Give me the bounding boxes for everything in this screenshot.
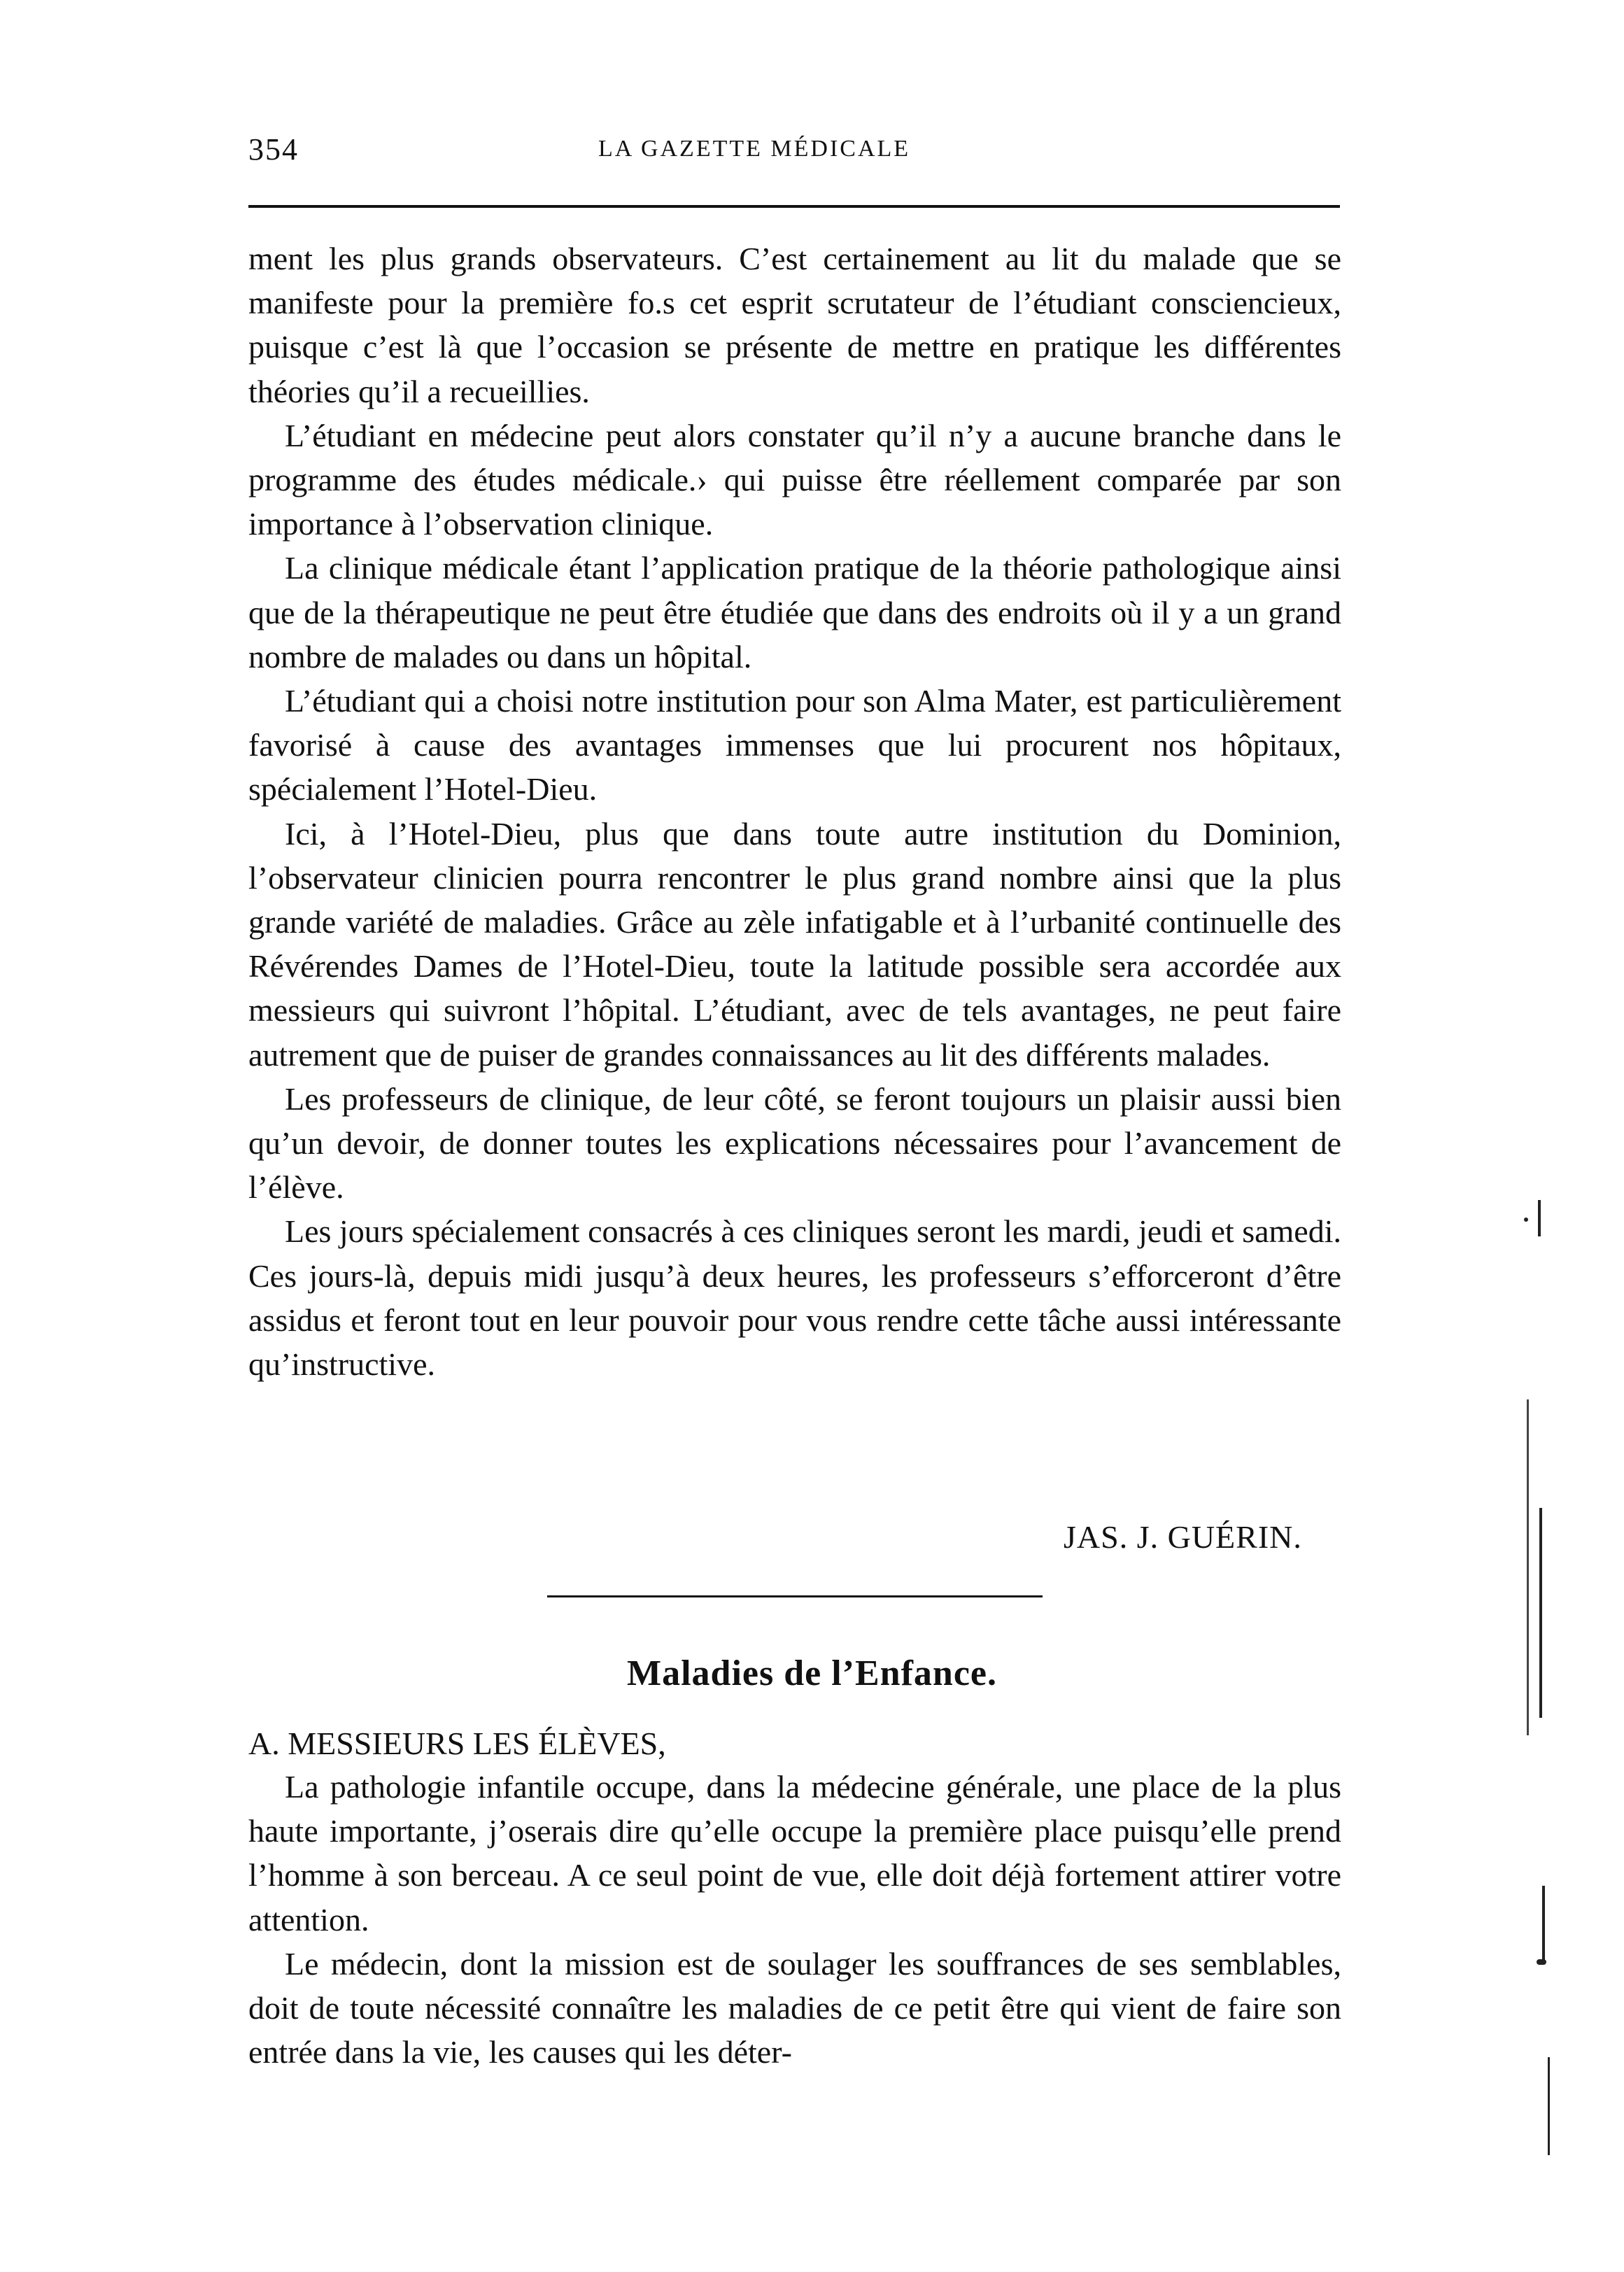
scan-artifact [1527,1399,1529,1735]
section-title: Maladies de l’Enfance. [627,1653,997,1693]
scan-artifact [1538,1200,1541,1236]
salutation: A. MESSIEURS LES ÉLÈVES, [248,1726,666,1761]
page-number: 354 [248,132,299,167]
scan-artifact [1548,2057,1550,2155]
paragraph: Les professeurs de clinique, de leur côté, se feront toujours un plaisir aussi bien qu’un devoir, de donner toutes les explications nécessaires pour l’avancement de l’élève. [248,1080,1341,1206]
paragraph: Ici, à l’Hotel-Dieu, plus que dans toute autre institution du Dominion, l’observateur clinicien pourra rencontrer le plus grand nombre ainsi que la plus grande variété de maladies. Grâce au zèle infatigable et à l’urbanité continuelle des Révérendes Dames de l’Hotel-Dieu, toute la latitude possible sera accordée aux messieurs qui suivront l’hôpital. L’étudiant, avec de tels avantages, ne peut faire autrement que de puiser de grandes connaissances au lit des différents malades. [248,815,1341,1073]
paragraph: ment les plus grands observateurs. C’est certainement au lit du malade que se manifeste pour la première fo.s cet esprit scrutateur de l’étudiant consciencieux, puisque c’est là que l’occasion se présente de mettre en pratique les différentes théories qu’il a recueillies. [248,241,1341,409]
paragraph: La clinique médicale étant l’application pratique de la théorie pathologique ainsi que de la thérapeutique ne peut être étudiée que dans des endroits où il y a un grand nombre de malades ou dans un hôpital. [248,550,1341,675]
header-rule [248,205,1340,208]
page-header [248,132,1340,174]
author-signature: JAS. J. GUÉRIN. [1064,1519,1302,1555]
paragraph: Le médecin, dont la mission est de soulager les souffrances de ses semblables, doit de toute nécessité connaître les maladies de ce petit être qui vient de faire son entrée dans la vie, les causes qui les déter- [248,1945,1341,2070]
paragraph: L’étudiant qui a choisi notre institution pour son Alma Mater, est particulièrement favorisé à cause des avantages immenses que lui procurent nos hôpitaux, spécialement l’Hotel-Dieu. [248,683,1341,807]
article-body [248,237,1341,1386]
section-separator [547,1595,1043,1597]
scan-artifact [1537,1959,1546,1965]
paragraph: L’étudiant en médecine peut alors constater qu’il n’y a aucune branche dans le programme des études médicale.› qui puisse être réellement comparée par son importance à l’observation clinique. [248,417,1341,542]
paragraph: La pathologie infantile occupe, dans la médecine générale, une place de la plus haute importante, j’oserais dire qu’elle occupe la première place puisqu’elle prend l’homme à son berceau. A ce seul point de vue, elle doit déjà fortement attirer votre attention. [248,1769,1341,1938]
paragraph: Les jours spécialement consacrés à ces cliniques seront les mardi, jeudi et samedi. Ces jours-là, depuis midi jusqu’à deux heures, les professeurs s’efforceront d’être assidus et feront tout en leur pouvoir pour vous rendre cette tâche aussi intéressante qu’instructive. [248,1213,1341,1383]
section-body [248,1765,1341,2074]
running-title: LA GAZETTE MÉDICALE [598,136,911,162]
scan-artifact [1542,1886,1545,1963]
scan-artifact [1539,1508,1542,1718]
scan-artifact [1524,1218,1528,1222]
